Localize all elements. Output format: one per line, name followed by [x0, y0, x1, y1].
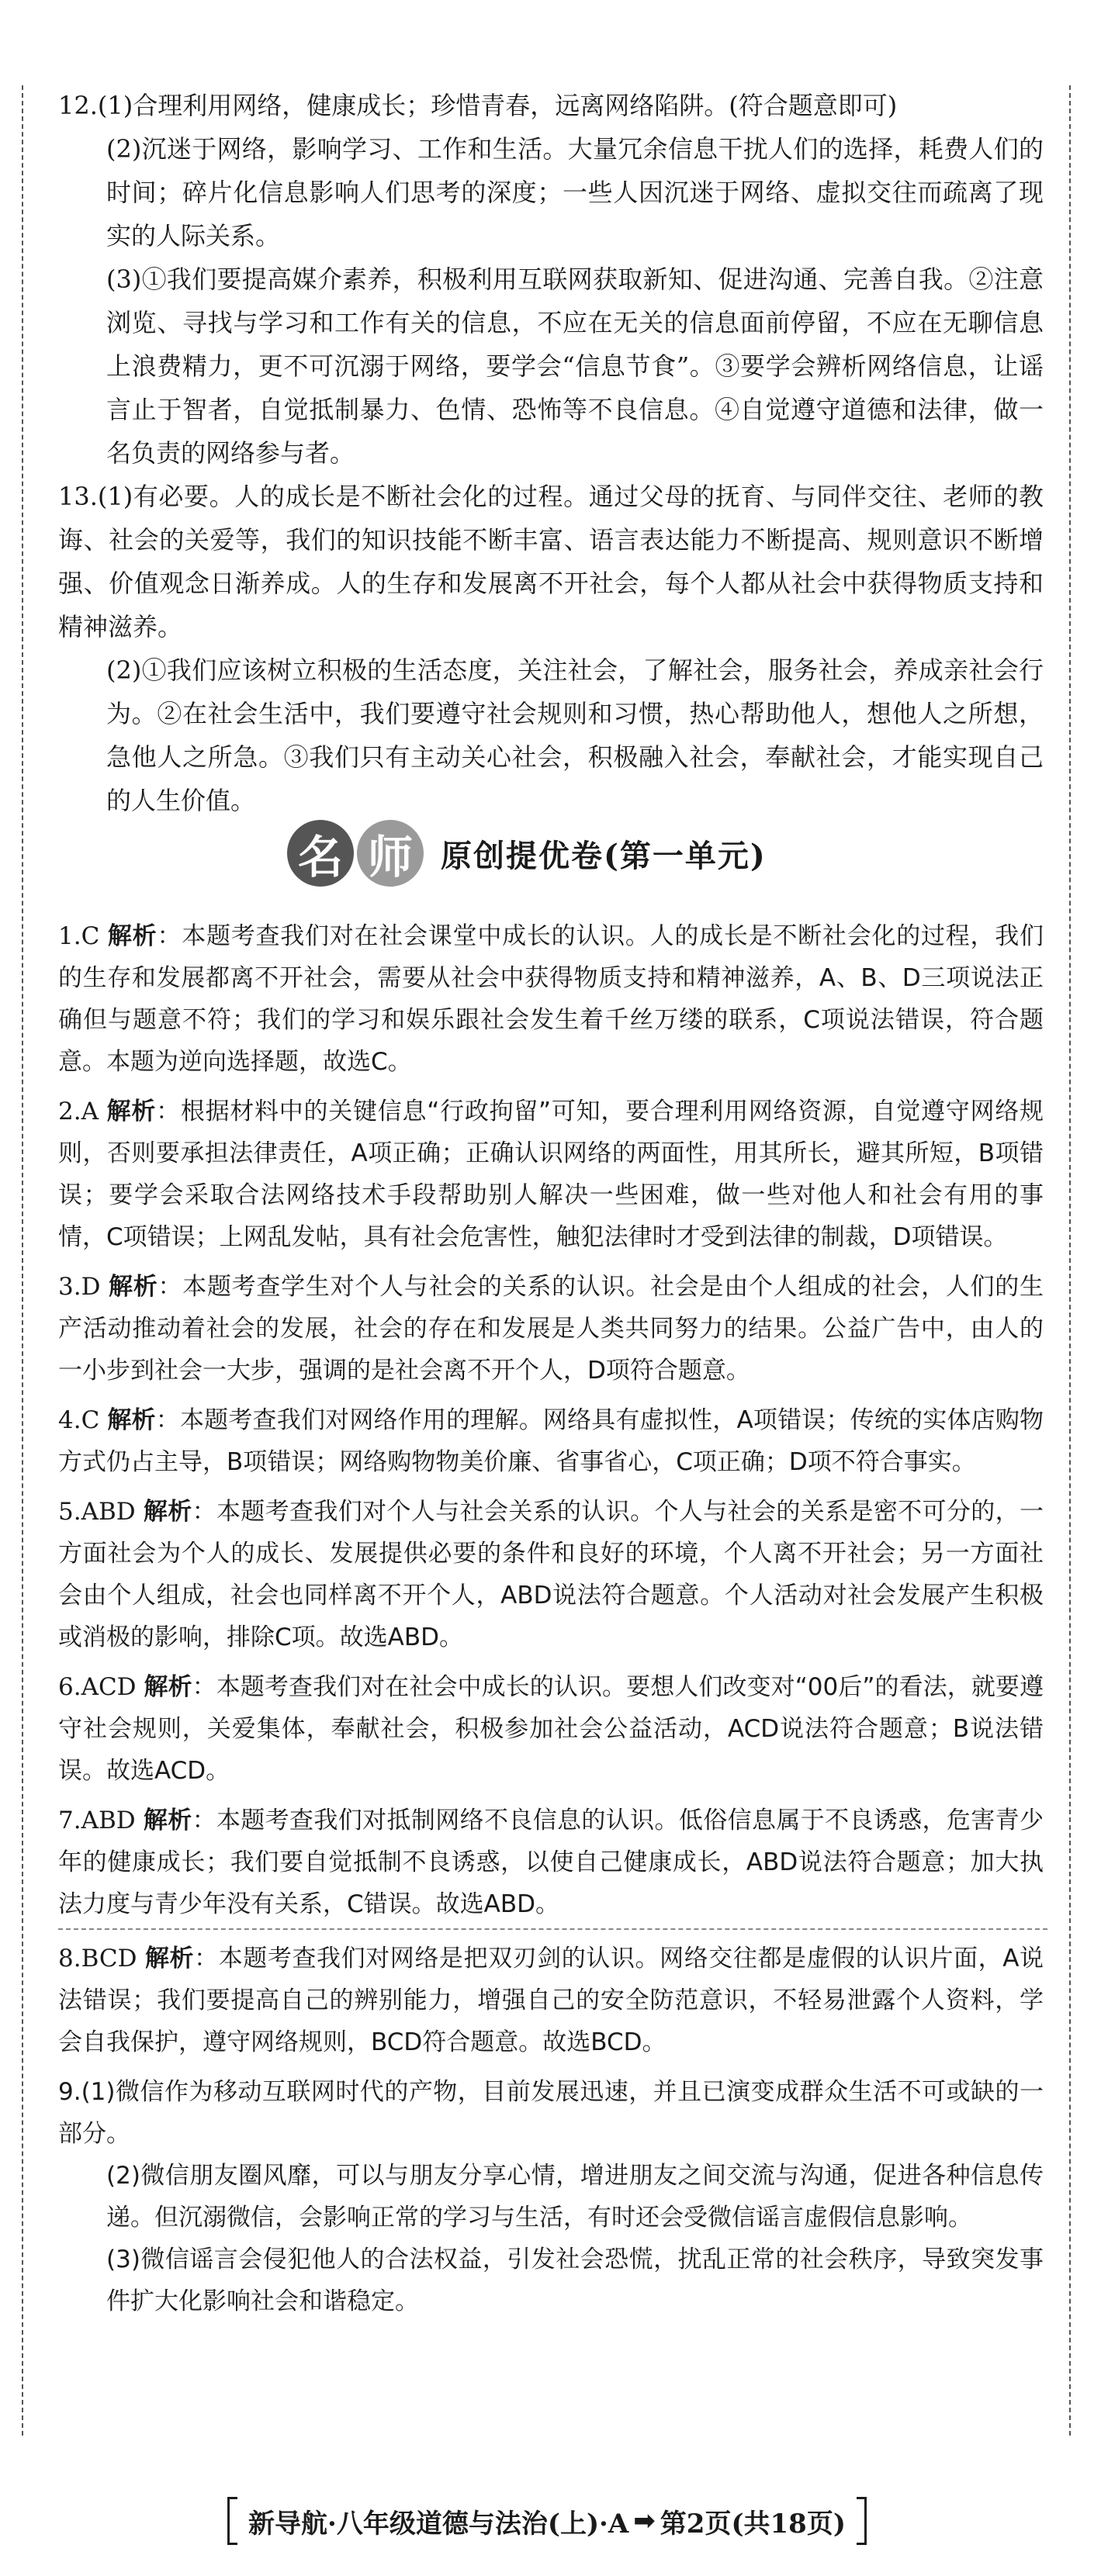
answers-list [58, 915, 1044, 2063]
q9-part2: (2)微信朋友圈风靡，可以与朋友分享心情，增进朋友之间交流与沟通，促进各种信息传递。但沉溺微信，会影响正常的学习与生活，有时还会受微信谣言虚假信息影响。 [106, 2162, 1044, 2232]
answer-label: 解析 [143, 1498, 192, 1526]
footer-page-number: 第2页(共18页) [660, 2508, 846, 2540]
answer-explanation: ：本题考查我们对网络作用的理解。网络具有虚拟性，A项错误；传统的实体店购物方式仍占主导，B项错误；网络购物物美价廉、省事省心，C项正确；D项不符合事实。 [58, 1406, 1044, 1476]
dashed-divider [58, 1928, 1047, 1930]
answer-text [58, 1666, 1044, 1792]
answer-text [58, 1491, 1044, 1658]
answer-item [58, 1666, 1044, 1792]
answer-label: 解析 [106, 1098, 157, 1125]
answer-number: 8.BCD [58, 1945, 137, 1973]
q9-part1: 9.(1)微信作为移动互联网时代的产物，目前发展迅速，并且已演变成群众生活不可或缺的一部分。 [58, 2078, 1044, 2148]
answer-explanation: ：本题考查学生对个人与社会的关系的认识。社会是由个人组成的社会，人们的生产活动推动着社会的发展，社会的存在和发展是人类共同努力的结果。公益广告中，由人的一小步到社会一大步，强调的是社会离不开个人，D项符合题意。 [58, 1273, 1044, 1385]
q9-part3: (3)微信谣言会侵犯他人的合法权益，引发社会恐慌，扰乱正常的社会秩序，导致突发事件扩大化影响社会和谐稳定。 [106, 2246, 1044, 2315]
q9-block [58, 2071, 1044, 2322]
answer-number: 1.C [58, 922, 100, 950]
answer-number: 6.ACD [58, 1673, 137, 1701]
answer-text [58, 915, 1044, 1083]
answer-number: 2.A [58, 1098, 99, 1125]
section-heading [287, 814, 846, 892]
q13-part2: (2)①我们应该树立积极的生活态度，关注社会，了解社会，服务社会，养成亲社会行为。②在社会生活中，我们要遵守社会规则和习惯，热心帮助他人，想他人之所想，急他人之所急。③我们只有主动关心社会，积极融入社会，奉献社会，才能实现自己的人生价值。 [106, 655, 1044, 815]
unit-answers-section [58, 908, 1044, 2322]
section-title: 原创提优卷(第一单元) [441, 837, 767, 874]
answer-number: 5.ABD [58, 1498, 136, 1526]
q13-part1: 13.(1)有必要。人的成长是不断社会化的过程。通过父母的抚育、与同伴交往、老师的教诲、社会的关爱等，我们的知识技能不断丰富、语言表达能力不断提高、规则意识不断增强、价值观念日渐养成。人的生存和发展离不开社会，每个人都从社会中获得物质支持和精神滋养。 [58, 482, 1044, 641]
answer-explanation: ：本题考查我们对在社会课堂中成长的认识。人的成长是不断社会化的过程，我们的生存和发展都离不开社会，需要从社会中获得物质支持和精神滋养，A、B、D三项说法正确但与题意不符；我们的学习和娱乐跟社会发生着千丝万缕的联系，C项说法错误，符合题意。本题为逆向选择题，故选C。 [58, 922, 1044, 1076]
answer-item [58, 1266, 1044, 1392]
answer-text [58, 1266, 1044, 1392]
q12-part1: 12.(1)合理利用网络，健康成长；珍惜青春，远离网络陷阱。(符合题意即可) [58, 91, 898, 120]
arrow-right-icon: ➡ [633, 2505, 656, 2536]
answer-label: 解析 [107, 1406, 156, 1434]
mingshi-logo [287, 820, 427, 887]
answer-explanation: ：本题考查我们对网络是把双刃剑的认识。网络交往都是虚假的认识片面，A说法错误；我们要提高自己的辨别能力，增强自己的安全防范意识，不轻易泄露个人资料，学会自我保护，遵守网络规则，BCD符合题意。故选BCD。 [58, 1945, 1044, 2056]
answer-label: 解析 [144, 1673, 192, 1701]
footer-bracket-right [857, 2497, 867, 2545]
left-dashed-border [22, 85, 23, 2436]
answer-label: 解析 [143, 1807, 192, 1834]
answer-item [58, 1399, 1044, 1483]
answer-item [58, 1491, 1044, 1658]
answer-text [58, 1399, 1044, 1483]
right-dashed-border [1069, 85, 1071, 2436]
answer-number: 3.D [58, 1273, 101, 1301]
answer-explanation: ：根据材料中的关键信息“行政拘留”可知，要合理利用网络资源，自觉遵守网络规则，否则要承担法律责任，A项正确；正确认识网络的两面性，用其所长，避其所短，B项错误；要学会采取合法网络技术手段帮助别人解决一些困难，做一些对他人和社会有用的事情，C项错误；上网乱发帖，具有社会危害性，触犯法律时才受到法律的制裁，D项错误。 [58, 1098, 1044, 1251]
answer-item [58, 1800, 1044, 1930]
answer-explanation: ：本题考查我们对在社会中成长的认识。要想人们改变对“00后”的看法，就要遵守社会规则，关爱集体，奉献社会，积极参加社会公益活动，ACD说法符合题意；B说法错误。故选ACD。 [58, 1673, 1044, 1785]
answer-label: 解析 [144, 1945, 195, 1973]
answer-item [58, 1091, 1044, 1258]
answer-text [58, 1800, 1044, 1925]
answer-number: 7.ABD [58, 1807, 136, 1834]
logo-char-shi: 师 [357, 820, 424, 887]
answer-text [58, 1091, 1044, 1258]
footer-book-title: 新导航·八年级道德与法治(上)·A [248, 2508, 629, 2540]
footer-bracket-left [227, 2497, 237, 2545]
answer-item [58, 915, 1044, 1083]
page-footer [147, 2494, 947, 2548]
answer-number: 4.C [58, 1406, 100, 1434]
q12-part3: (3)①我们要提高媒介素养，积极利用互联网获取新知、促进沟通、完善自我。②注意浏览、寻找与学习和工作有关的信息，不应在无关的信息面前停留，不应在无聊信息上浪费精力，更不可沉溺于网络，要学会“信息节食”。③要学会辨析网络信息，让谣言止于智者，自觉抵制暴力、色情、恐怖等不良信息。④自觉遵守道德和法律，做一名负责的网络参与者。 [106, 265, 1044, 468]
answer-label: 解析 [107, 922, 158, 950]
answer-text [58, 1938, 1044, 2063]
answer-explanation: ：本题考查我们对个人与社会关系的认识。个人与社会的关系是密不可分的，一方面社会为个人的成长、发展提供必要的条件和良好的环境，个人离不开社会；另一方面社会由个人组成，社会也同样离不开个人，ABD说法符合题意。个人活动对社会发展产生积极或消极的影响，排除C项。故选ABD。 [58, 1498, 1044, 1651]
answer-item [58, 1938, 1044, 2063]
q12-part2: (2)沉迷于网络，影响学习、工作和生活。大量冗余信息干扰人们的选择，耗费人们的时间；碎片化信息影响人们思考的深度；一些人因沉迷于网络、虚拟交往而疏离了现实的人际关系。 [106, 134, 1044, 251]
previous-answers-section [58, 84, 1044, 822]
logo-char-ming: 名 [287, 820, 354, 887]
answer-explanation: ：本题考查我们对抵制网络不良信息的认识。低俗信息属于不良诱惑，危害青少年的健康成长；我们要自觉抵制不良诱惑，以使自己健康成长，ABD说法符合题意；加大执法力度与青少年没有关系，C错误。故选ABD。 [58, 1807, 1044, 1918]
answer-label: 解析 [109, 1273, 158, 1301]
